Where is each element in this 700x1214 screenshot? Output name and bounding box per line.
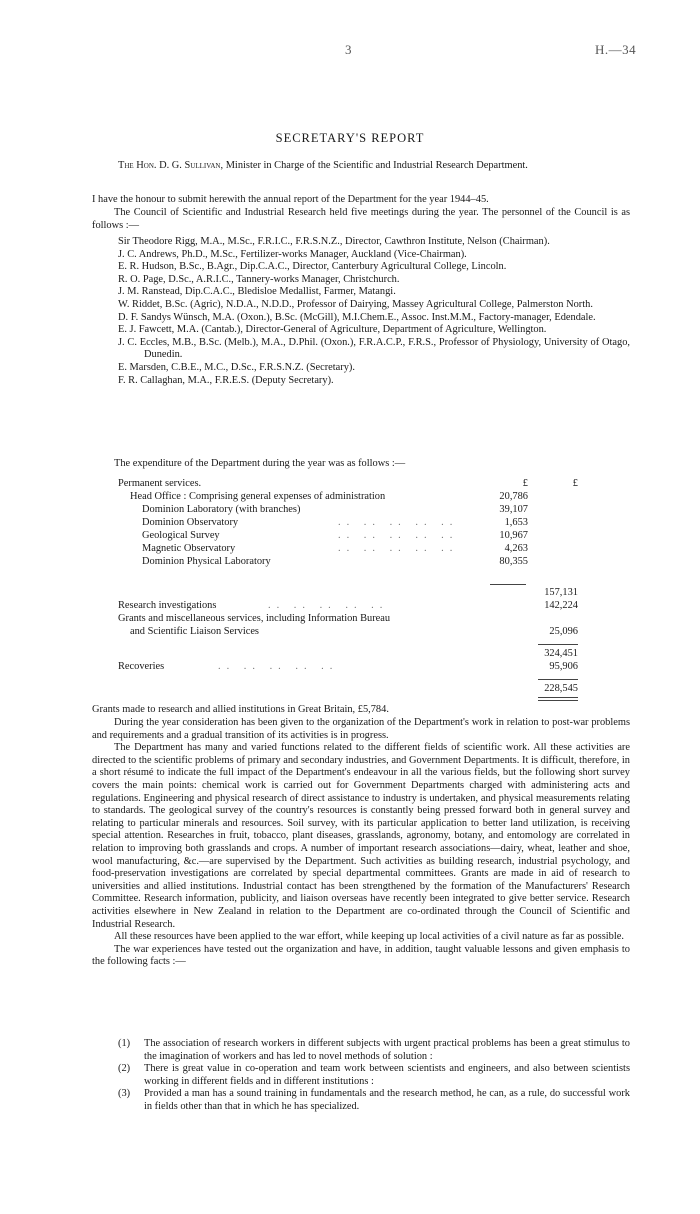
lesson-text: There is great value in co-operation and team work between scientists and engineers, and also between scientists working in different fields and in different institutions :: [144, 1063, 630, 1087]
total-rule: [538, 644, 578, 645]
council-members-list: [118, 236, 630, 387]
opening-sentence: I have the honour to submit herewith the annual report of the Department for the year 1944–45.: [92, 194, 489, 205]
lesson-number: (1): [118, 1038, 131, 1049]
item-label: Dominion Physical Laboratory: [142, 556, 271, 567]
table-row: [118, 683, 578, 696]
table-rule-row: [118, 639, 578, 648]
council-intro: The Council of Scientific and Industrial Research held five meetings during the year. The personnel of the Council is as follows :—: [92, 207, 630, 231]
permanent-total: 157,131: [544, 587, 578, 598]
item-label: Dominion Observatory: [142, 517, 239, 528]
table-row: [118, 517, 578, 530]
addressee-name: Hon. D. G. Sullivan,: [136, 160, 224, 171]
council-member: J. M. Ranstead, Dip.C.A.C., Bledisloe Medallist, Farmer, Matangi.: [118, 286, 396, 298]
double-rule-top: [538, 697, 578, 698]
head-office-value: 20,786: [499, 491, 528, 502]
lesson-item: [118, 1038, 630, 1063]
page-reference: H.—34: [595, 42, 637, 57]
council-member: E. Marsden, C.B.E., M.C., D.Sc., F.R.S.N.Z. (Secretary).: [118, 361, 355, 373]
lesson-number: (2): [118, 1063, 131, 1075]
table-row: [118, 587, 578, 600]
addressee: [118, 160, 656, 173]
grants-label-cont: and Scientific Liaison Services: [130, 626, 259, 637]
paragraph: The Department has many and varied functions related to the different fields of scientific work. All these activities are directed to the scientific problems of primary and secondary industries, and Government Departments. It is difficult, therefore, in a short résumé to indicate the full impact of the Department's endeavour in all the various fields, but the following short survey covers the main points: chemical work is carried out for Government Departments charged with administering acts and regulations. Engineering and physical research of direct assistance to industry is undertaken, and physical measurements relating to standards. The geological survey of the country's resources is constantly being pressed forward both in general survey and relating to particular minerals and resources. Soil survey, with its particular application to better land utilization, is receiving special attention. Researches in fruit, tobacco, plant diseases, grasslands, agronomy, botany, and entomology are correlated in relation to improving both grasslands and crops. A number of important research associations—dairy, wheat, leather and shoe, wool manufacturing, &c.—are supervised by the Department. Such activities as building research, industrial psychology, and food-preservation investigations are correlated by special departmental committees. Grants are made in aid of research to universities and allied institutions. Industrial contact has been strengthened by the formation of the Manufacturers' Research Committee. Research information, publicity, and liaison overseas have recently been integrated to give better service. Research activities elsewhere in New Zealand in relation to the Department are co-ordinated through the Council of Scientific and Industrial Research.: [92, 742, 630, 930]
grants-value: 25,096: [549, 626, 578, 637]
item-value: 1,653: [504, 517, 528, 528]
leader-dots: .. .. .. .. ..: [338, 530, 459, 541]
item-value: 10,967: [499, 530, 528, 541]
council-member: D. F. Sandys Wünsch, M.A. (Oxon.), B.Sc. (McGill), M.I.Chem.E., Assoc. Inst.M.M., Factory-manager, Edendale.: [118, 311, 596, 323]
table-row: [118, 661, 578, 674]
page-number: 3: [345, 42, 352, 57]
lesson-text: Provided a man has a sound training in fundamentals and the research method, he can, as a rule, do successful work in fields other than that in which he has specialized.: [144, 1088, 630, 1112]
paragraph: During the year consideration has been given to the organization of the Department's work in relation to post-war problems and requirements and a gradual transition of its activities is in progress.: [92, 717, 630, 741]
permanent-services-label: Permanent services.: [118, 478, 202, 489]
item-value: 80,355: [499, 556, 528, 567]
grants-label: Grants and miscellaneous services, including Information Bureau: [118, 613, 391, 624]
table-rule-row: [118, 696, 578, 702]
head-office-label: Head Office : Comprising general expenses of administration: [130, 491, 386, 502]
table-row: [118, 569, 578, 582]
item-label: Dominion Laboratory (with branches): [142, 504, 301, 515]
lessons-list: [118, 1038, 630, 1114]
currency-header-2: £: [572, 478, 578, 489]
lesson-text: The association of research workers in different subjects with urgent practical problems has been a great stimulus to the imagination of workers and has led to novel methods of solution :: [144, 1038, 630, 1062]
double-rule-bottom: [538, 700, 578, 701]
item-label: Geological Survey: [142, 530, 220, 541]
addressee-title: Minister in Charge of the Scientific and Industrial Research Department.: [223, 160, 528, 171]
subtotal-value: 324,451: [544, 648, 578, 659]
lesson-number: (3): [118, 1088, 131, 1100]
council-member: E. R. Hudson, B.Sc., B.Agr., Dip.C.A.C., Director, Canterbury Agricultural College, Lincoln.: [118, 261, 507, 273]
grants-great-britain: Grants made to research and allied institutions in Great Britain, £5,784.: [92, 704, 389, 715]
report-body: [92, 717, 630, 969]
council-member: J. C. Eccles, M.B., B.Sc. (Melb.), M.A., D.Phil. (Oxon.), F.R.A.C.P., F.R.S., Professor of Physiology, University of Otago, Dunedin.: [118, 336, 630, 361]
expenditure-intro: The expenditure of the Department during the year was as follows :—: [114, 458, 406, 469]
net-total-value: 228,545: [544, 683, 578, 694]
item-label: Magnetic Observatory: [142, 543, 236, 554]
council-member: W. Riddet, B.Sc. (Agric), N.D.A., N.D.D., Professor of Dairying, Massey Agricultural College, Palmerston North.: [118, 298, 593, 310]
currency-header-1: £: [522, 478, 528, 489]
paragraph: The war experiences have tested out the organization and have, in addition, taught valuable lessons and given emphasis to the following facts :—: [92, 943, 630, 968]
lesson-item: [118, 1063, 630, 1088]
leader-dots: .. .. .. .. ..: [338, 517, 459, 528]
table-row: [118, 504, 578, 517]
table-row: [118, 491, 578, 504]
table-row: [118, 613, 578, 626]
research-label: Research investigations: [118, 600, 217, 611]
lesson-item: [118, 1088, 630, 1113]
leader-dots: .. .. .. .. ..: [218, 661, 339, 672]
item-value: 4,263: [504, 543, 528, 554]
table-row: [118, 543, 578, 556]
table-row: [118, 648, 578, 661]
leader-dots: .. .. .. .. ..: [338, 543, 459, 554]
research-value: 142,224: [544, 600, 578, 611]
item-value: 39,107: [499, 504, 528, 515]
paragraph: All these resources have been applied to the war effort, while keeping up local activities of a civil nature as far as possible.: [114, 931, 624, 943]
table-row: [118, 478, 578, 491]
council-member: E. J. Fawcett, M.A. (Cantab.), Director-General of Agriculture, Department of Agriculture, Wellington.: [118, 324, 547, 336]
leader-dots: .. .. .. .. ..: [268, 600, 389, 611]
table-row: [118, 530, 578, 543]
table-rule-row: [118, 674, 578, 683]
council-member: Sir Theodore Rigg, M.A., M.Sc., F.R.I.C., F.R.S.N.Z., Director, Cawthron Institute, Nelson (Chairman).: [118, 236, 550, 247]
net-rule: [538, 679, 578, 680]
recoveries-value: 95,906: [549, 661, 578, 672]
council-member: J. C. Andrews, Ph.D., M.Sc., Fertilizer-works Manager, Auckland (Vice-Chairman).: [118, 248, 467, 260]
addressee-prefix: The: [118, 160, 134, 171]
table-row: [118, 600, 578, 613]
expenditure-table: [118, 478, 578, 702]
report-title: SECRETARY'S REPORT: [275, 131, 425, 145]
council-member: F. R. Callaghan, M.A., F.R.E.S. (Deputy Secretary).: [118, 374, 334, 386]
table-row: [118, 556, 578, 569]
subtotal-rule: [490, 584, 526, 585]
table-row: [118, 626, 578, 639]
recoveries-label: Recoveries: [118, 661, 165, 672]
council-member: R. O. Page, D.Sc., A.R.I.C., Tannery-works Manager, Christchurch.: [118, 273, 400, 285]
